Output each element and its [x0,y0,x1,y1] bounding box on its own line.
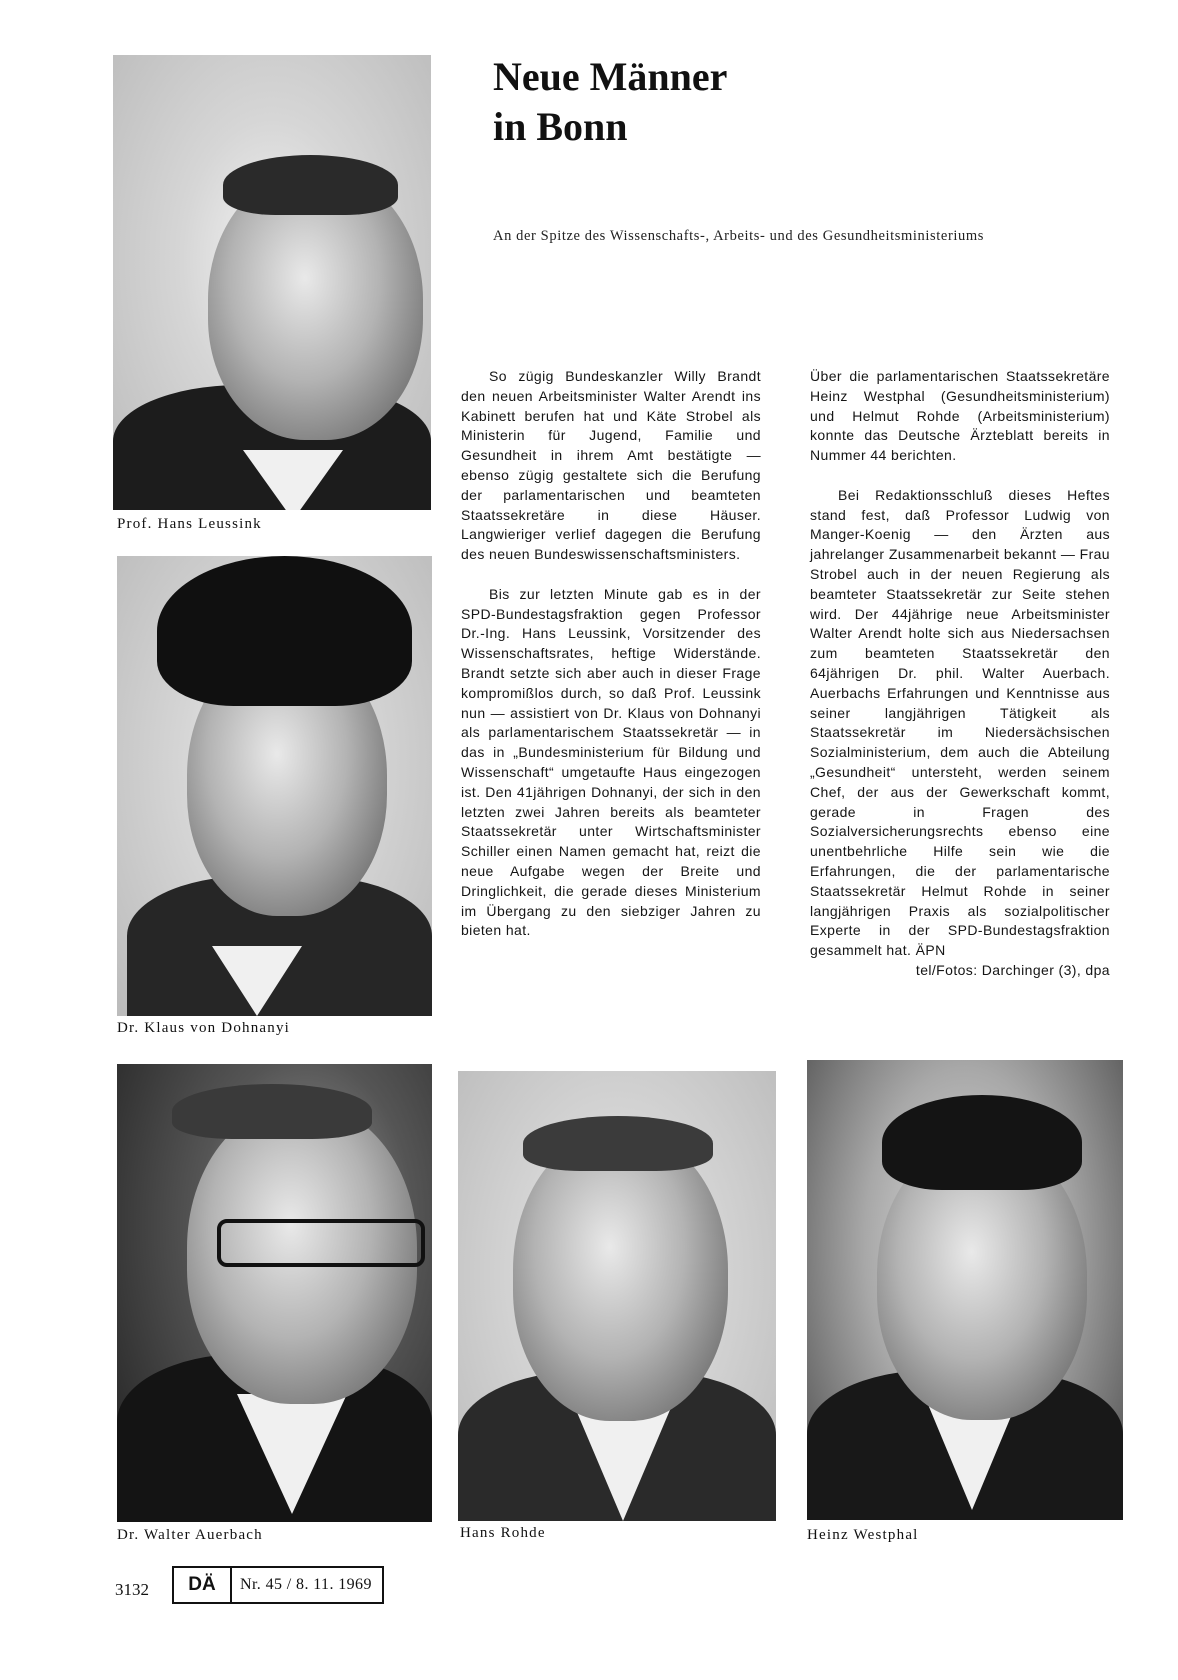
column2-paragraph-1: Über die parlamentarischen Staatssekretäre Heinz Westphal (Gesundheitsministerium) und Helmut Rohde (Arbeitsministerium) konnte das Deutsche Ärzteblatt bereits in Nummer 44 berichten. [810,368,1110,464]
caption-auerbach: Dr. Walter Auerbach [117,1527,263,1543]
photo-auerbach [117,1064,432,1522]
column2-paragraph-2: Bei Redaktionsschluß dieses Heftes stand fest, daß Professor Ludwig von Manger-Koenig — den Ärzten aus jahrelanger Zusammenarbeit bekannt — Frau Strobel auch in der neuen Regierung als beamteter Staatssekretär zur Seite stehen wird. Der 44jährige neue Arbeitsminister Walter Arendt holte sich aus Niedersachsen zum beamteten Staatssekretär den 64jährigen Dr. phil. Walter Auerbach. Auerbachs Erfahrungen und Kenntnisse aus seiner langjährigen Tätigkeit als Staatssekretär im Niedersächsischen Sozialministerium, dem auch die Abteilung „Gesundheit“ untersteht, werden seinem Chef, der aus der Gewerkschaft kommt, gerade in Fragen des Sozialversicherungsrechts ebenso eine unentbehrliche Hilfe sein wie die Erfahrungen, die der parlamentarische Staatssekretär Helmut Rohde in seiner langjährigen Praxis als sozialpolitischer Experte in der SPD-Bundestagsfraktion gesammelt hat. ÄPN [810,486,1110,959]
photo-westphal [807,1060,1123,1520]
glasses-shape [217,1219,425,1267]
article-subtitle: An der Spitze des Wissenschafts-, Arbeits- und des Gesundheitsministeriums [493,228,984,244]
caption-dohnanyi: Dr. Klaus von Dohnanyi [117,1020,291,1036]
article-column-2 [810,367,1110,981]
article-title [493,52,727,152]
journal-logo-box [172,1566,384,1604]
column1-paragraph-2: Bis zur letzten Minute gab es in der SPD-Bundestagsfraktion gegen Professor Dr.-Ing. Hans Leussink, Vorsitzender des Wissenschaftsrates, heftige Widerstände. Brandt setzte sich aber auch in dieser Frage kompromißlos durch, so daß Prof. Leussink nun — assistiert von Dr. Klaus von Dohnanyi als parlamentarischem Staatssekretär — in das in „Bundesministerium für Bildung und Wissenschaft“ umgetaufte Haus eingezogen ist. Den 41jährigen Dohnanyi, der sich in den letzten zwei Jahren bereits als beamteter Staatssekretär unter Wirtschaftsminister Schiller einen Namen gemacht hat, reizt die neue Aufgabe wegen der Breite und Dringlichkeit, die gerade dieses Ministerium im Übergang zu den siebziger Jahren zu bieten hat. [461,585,761,939]
caption-westphal: Heinz Westphal [807,1527,919,1543]
title-line-1: Neue Männer [493,54,728,99]
photo-credit: tel/Fotos: Darchinger (3), dpa [915,961,1110,978]
photo-rohde [458,1071,776,1521]
title-line-2: in Bonn [493,104,628,149]
page-number: 3132 [115,1580,149,1599]
photo-leussink [113,55,431,510]
column1-paragraph-1: So zügig Bundeskanzler Willy Brandt den neuen Arbeitsminister Walter Arendt ins Kabinett berufen hat und Käte Strobel als Ministerin für Jugend, Familie und Gesundheit in ihrem Amt bestätigte — ebenso zügig gestaltete sich die Berufung der parlamentarischen und beamteten Staatssekretäre in diese Häuser. Langwieriger verlief dagegen die Berufung des neuen Bundeswissenschaftsministers. [461,368,761,563]
issue-info: Nr. 45 / 8. 11. 1969 [240,1576,372,1593]
caption-leussink: Prof. Hans Leussink [117,516,262,532]
photo-dohnanyi [117,556,432,1016]
journal-logo: DÄ [174,1568,232,1602]
caption-rohde: Hans Rohde [460,1525,546,1541]
article-column-1 [461,367,761,961]
